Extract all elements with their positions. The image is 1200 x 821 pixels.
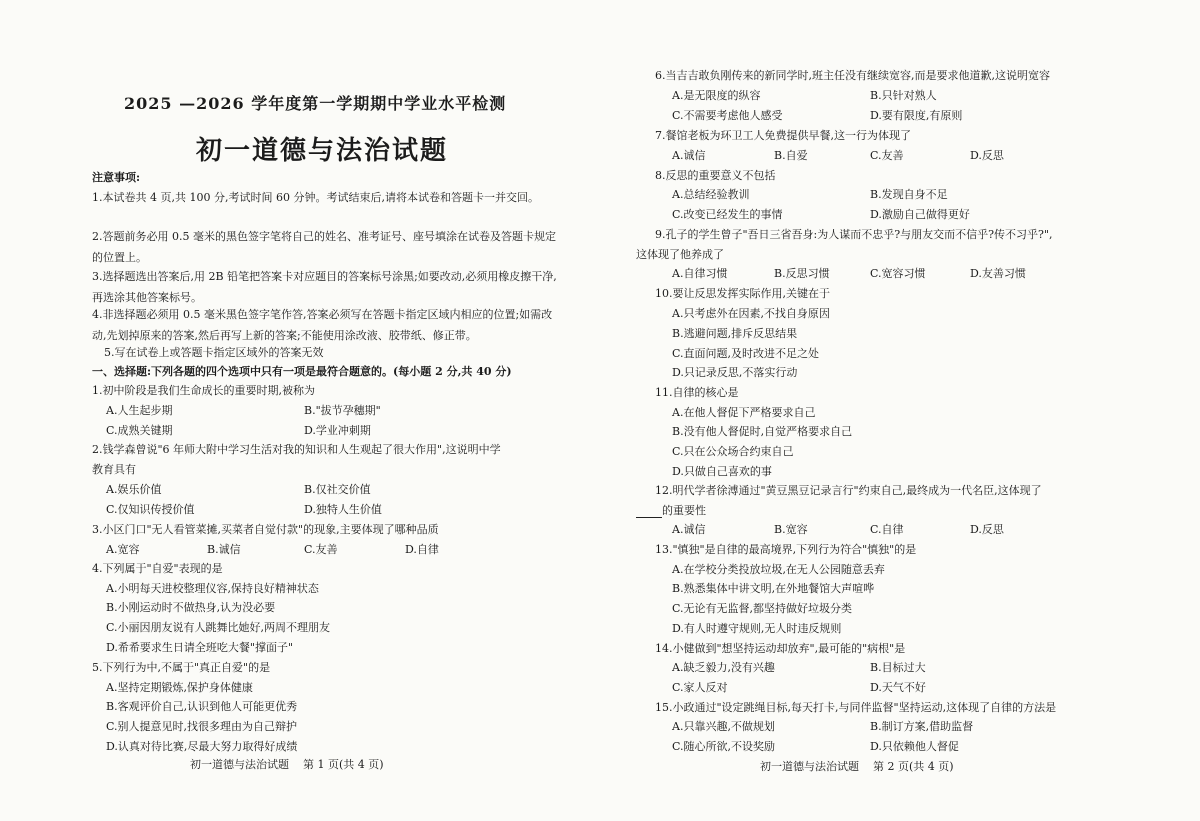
q7-option-b: B.自爱 xyxy=(774,149,808,162)
q4-option-a: A.小明每天进校整理仪容,保持良好精神状态 xyxy=(106,582,319,595)
q7-option-a: A.诚信 xyxy=(672,149,706,162)
q12-option-b: B.宽容 xyxy=(774,523,808,536)
q8-option-c: C.改变已经发生的事情 xyxy=(672,208,783,221)
q11-option-a: A.在他人督促下严格要求自己 xyxy=(672,406,816,419)
q5-option-b: B.客观评价自己,认识到他人可能更优秀 xyxy=(106,700,298,713)
exam-title: 初一道德与法治试题 xyxy=(196,136,449,166)
q7-option-c: C.友善 xyxy=(870,149,904,162)
q13-option-d: D.有人时遵守规则,无人时违反规则 xyxy=(672,622,842,635)
q11-stem: 11.自律的核心是 xyxy=(655,386,739,399)
q7-option-d: D.反思 xyxy=(970,149,1004,162)
q2-stem-line1: 2.钱学森曾说"6 年师大附中学习生活对我的知识和人生观起了很大作用",这说明中学 xyxy=(92,443,501,456)
q12-stem-line1: 12.明代学者徐溥通过"黄豆黑豆记录言行"约束自己,最终成为一代名臣,这体现了 xyxy=(655,484,1042,497)
q10-option-d: D.只记录反思,不落实行动 xyxy=(672,366,798,379)
q4-stem: 4.下列属于"自爱"表现的是 xyxy=(92,562,223,575)
q14-option-c: C.家人反对 xyxy=(672,681,728,694)
q13-option-c: C.无论有无监督,都坚持做好垃圾分类 xyxy=(672,602,853,615)
q3-option-c: C.友善 xyxy=(304,543,338,556)
q15-option-d: D.只依赖他人督促 xyxy=(870,740,959,753)
q9-option-a: A.自律习惯 xyxy=(672,267,728,280)
q3-option-a: A.宽容 xyxy=(106,543,140,556)
q9-option-c: C.宽容习惯 xyxy=(870,267,926,280)
right-page xyxy=(600,0,1200,821)
q3-option-d: D.自律 xyxy=(405,543,439,556)
q14-option-d: D.天气不好 xyxy=(870,681,926,694)
q6-option-a: A.是无限度的纵容 xyxy=(672,89,761,102)
exam-header: 2025 —2026 学年度第一学期期中学业水平检测 xyxy=(124,94,507,113)
q1-option-d: D.学业冲刺期 xyxy=(304,424,371,437)
q9-option-d: D.友善习惯 xyxy=(970,267,1026,280)
q10-option-a: A.只考虑外在因素,不找自身原因 xyxy=(672,307,830,320)
q1-option-a: A.人生起步期 xyxy=(106,404,173,417)
q3-option-b: B.诚信 xyxy=(207,543,241,556)
q15-option-a: A.只靠兴趣,不做规划 xyxy=(672,720,775,733)
q2-option-a: A.娱乐价值 xyxy=(106,483,162,496)
notice-1: 1.本试卷共 4 页,共 100 分,考试时间 60 分钟。考试结束后,请将本试卷和答题卡一并交回。 xyxy=(92,191,539,204)
notice-5: 5.写在试卷上或答题卡指定区域外的答案无效 xyxy=(104,346,324,359)
q1-option-b: B."拔节孕穗期" xyxy=(304,404,381,417)
q10-option-c: C.直面问题,及时改进不足之处 xyxy=(672,347,820,360)
q5-option-d: D.认真对待比赛,尽最大努力取得好成绩 xyxy=(106,740,298,753)
q9-option-b: B.反思习惯 xyxy=(774,267,830,280)
q12-option-d: D.反思 xyxy=(970,523,1004,536)
q7-stem: 7.餐馆老板为环卫工人免费提供早餐,这一行为体现了 xyxy=(655,129,911,142)
q5-stem: 5.下列行为中,不属于"真正自爱"的是 xyxy=(92,661,271,674)
q12-stem-suffix: 的重要性 xyxy=(662,504,706,517)
page-footer-2: 初一道德与法治试题 第 2 页(共 4 页) xyxy=(760,760,954,773)
q6-stem: 6.当吉吉敢负刚传来的新同学时,班主任没有继续宽容,而是要求他道歉,这说明宽容 xyxy=(655,69,1050,82)
q10-stem: 10.要让反思发挥实际作用,关键在于 xyxy=(655,287,830,300)
q2-option-c: C.仅知识传授价值 xyxy=(106,503,195,516)
q12-option-c: C.自律 xyxy=(870,523,904,536)
q2-stem-line2: 教育具有 xyxy=(92,463,136,476)
notice-4: 4.非选择题必须用 0.5 毫米黑色签字笔作答,答案必须写在答题卡指定区域内相应的位置;如需改动,先划掉原来的答案,然后再写上新的答案;不能使用涂改液、胶带纸、修正带。 xyxy=(92,308,553,342)
q10-option-b: B.逃避问题,排斥反思结果 xyxy=(672,327,798,340)
q15-stem: 15.小政通过"设定跳绳目标,每天打卡,与同伴监督"坚持运动,这体现了自律的方法是 xyxy=(655,701,1057,714)
notice-2: 2.答题前务必用 0.5 毫米的黑色签字笔将自己的姓名、准考证号、座号填涂在试卷及答题卡规定的位置上。 xyxy=(92,230,556,264)
q14-option-a: A.缺乏毅力,没有兴趣 xyxy=(672,661,775,674)
q8-stem: 8.反思的重要意义不包括 xyxy=(655,169,776,182)
q3-stem: 3.小区门口"无人看管菜摊,买菜者自觉付款"的现象,主要体现了哪种品质 xyxy=(92,523,439,536)
q12-stem-line2 xyxy=(636,503,706,518)
q11-option-c: C.只在公众场合约束自己 xyxy=(672,445,794,458)
q6-option-c: C.不需要考虑他人感受 xyxy=(672,109,783,122)
q13-option-a: A.在学校分类投放垃圾,在无人公园随意丢弃 xyxy=(672,563,885,576)
q4-option-c: C.小丽因朋友说有人跳舞比她好,两周不理朋友 xyxy=(106,621,331,634)
q2-option-d: D.独特人生价值 xyxy=(304,503,382,516)
q8-option-d: D.激励自己做得更好 xyxy=(870,208,970,221)
q6-option-b: B.只针对熟人 xyxy=(870,89,937,102)
q6-option-d: D.要有限度,有原则 xyxy=(870,109,963,122)
q5-option-a: A.坚持定期锻炼,保护身体健康 xyxy=(106,681,253,694)
page-footer-1: 初一道德与法治试题 第 1 页(共 4 页) xyxy=(190,758,384,771)
q8-option-b: B.发现自身不足 xyxy=(870,188,948,201)
q11-option-b: B.没有他人督促时,自觉严格要求自己 xyxy=(672,425,853,438)
notice-title: 注意事项: xyxy=(92,171,141,184)
q4-option-d: D.希希要求生日请全班吃大餐"撑面子" xyxy=(106,641,294,654)
section-heading: 一、选择题:下列各题的四个选项中只有一项是最符合题意的。(每小题 2 分,共 40 分) xyxy=(92,365,512,378)
q5-option-c: C.别人提意见时,找很多理由为自己辩护 xyxy=(106,720,298,733)
q1-option-c: C.成熟关键期 xyxy=(106,424,173,437)
q14-option-b: B.目标过大 xyxy=(870,661,926,674)
q1-stem: 1.初中阶段是我们生命成长的重要时期,被称为 xyxy=(92,384,315,397)
answer-blank xyxy=(636,507,662,518)
q14-stem: 14.小健做到"想坚持运动却放弃",最可能的"病根"是 xyxy=(655,642,906,655)
q11-option-d: D.只做自己喜欢的事 xyxy=(672,465,772,478)
notice-3: 3.选择题选出答案后,用 2B 铅笔把答案卡对应题目的答案标号涂黑;如要改动,必须用橡皮擦干净,再选涂其他答案标号。 xyxy=(92,270,557,304)
q2-option-b: B.仅社交价值 xyxy=(304,483,371,496)
q15-option-b: B.制订方案,借助监督 xyxy=(870,720,974,733)
q4-option-b: B.小刚运动时不做热身,认为没必要 xyxy=(106,601,276,614)
q9-stem-line1: 9.孔子的学生曾子"吾日三省吾身:为人谋而不忠乎?与朋友交而不信乎?传不习乎?", xyxy=(655,228,1053,241)
q13-stem: 13."慎独"是自律的最高境界,下列行为符合"慎独"的是 xyxy=(655,543,917,556)
q13-option-b: B.熟悉集体中讲文明,在外地餐馆大声喧哗 xyxy=(672,582,875,595)
q12-option-a: A.诚信 xyxy=(672,523,706,536)
q15-option-c: C.随心所欲,不设奖励 xyxy=(672,740,776,753)
q9-stem-line2: 这体现了他养成了 xyxy=(636,248,724,261)
q8-option-a: A.总结经验教训 xyxy=(672,188,750,201)
